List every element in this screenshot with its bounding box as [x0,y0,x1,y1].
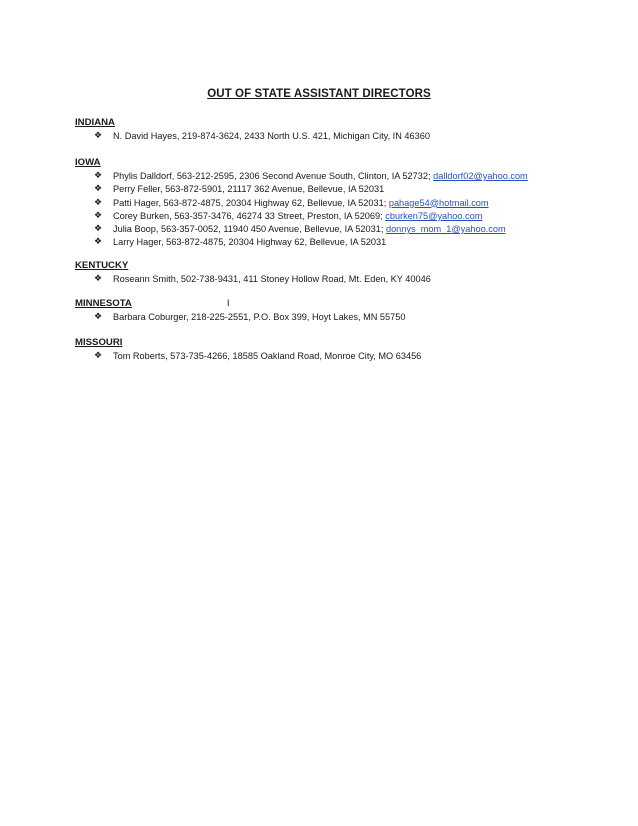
diamond-bullet-icon: ❖ [94,312,103,322]
email-link[interactable]: cburken75@yahoo.com [385,210,483,221]
entry-list-missouri [75,350,595,363]
entry-text: Barbara Coburger, 218-225-2551, P.O. Box 399, Hoyt Lakes, MN 55750 [113,312,406,322]
diamond-bullet-icon: ❖ [94,171,103,181]
diamond-bullet-icon: ❖ [94,237,103,248]
list-item [75,350,595,363]
entry-text: Larry Hager, 563-872-4875, 20304 Highway 62, Bellevue, IA 52031 [113,237,387,248]
entry-text: Corey Burken, 563-357-3476, 46274 33 Street, Preston, IA 52069; [113,210,386,221]
state-heading-minnesota [75,298,595,311]
state-heading-iowa: IOWA [75,157,101,168]
entry-list-indiana [75,130,595,143]
diamond-bullet-icon: ❖ [94,224,103,235]
entry-text: Perry Feller, 563-872-5901, 21117 362 Avenue, Bellevue, IA 52031 [113,184,385,195]
state-heading-indiana: INDIANA [75,117,115,128]
list-item [75,223,595,236]
list-item [75,311,595,324]
entry-list-kentucky [75,273,595,286]
diamond-bullet-icon: ❖ [94,197,103,208]
entry-text: Patti Hager, 563-872-4875, 20304 Highway 62, Bellevue, IA 52031; [113,197,389,208]
entry-text: N. David Hayes, 219-874-3624, 2433 North U.S. 421, Michigan City, IN 46360 [113,131,430,141]
diamond-bullet-icon: ❖ [94,351,103,361]
section-kentucky [75,260,595,286]
document-title: OUT OF STATE ASSISTANT DIRECTORS [207,88,431,100]
entry-text: Julia Boop, 563-357-0052, 11940 450 Avenue, Bellevue, IA 52031; [113,224,386,235]
diamond-bullet-icon: ❖ [94,274,103,284]
state-heading-minnesota-label: MINNESOTA [75,298,132,309]
list-item [75,170,595,183]
entry-text: Phylis Dalldorf, 563-212-2595, 2306 Second Avenue South, Clinton, IA 52732; [113,171,434,181]
entry-list-minnesota [75,311,595,324]
text-cursor-mark: I [226,298,230,309]
email-link[interactable]: dalldorf02@yahoo.com [433,171,528,181]
entry-text: Tom Roberts, 573-735-4266, 18585 Oakland Road, Monroe City, MO 63456 [113,351,422,361]
list-item [75,236,595,249]
diamond-bullet-icon: ❖ [94,131,103,141]
list-item [75,210,595,223]
state-heading-kentucky: KENTUCKY [75,260,129,271]
section-minnesota [75,298,595,324]
list-item [75,183,595,196]
section-iowa [75,157,595,250]
email-link[interactable]: pahage54@hotmail.com [388,197,489,208]
state-heading-missouri: MISSOURI [75,337,123,348]
entry-list-iowa [75,170,595,250]
section-missouri [75,337,595,363]
list-item [75,130,595,143]
email-link[interactable]: donnys_mom_1@yahoo.com [385,224,506,235]
diamond-bullet-icon: ❖ [94,184,103,195]
list-item [75,197,595,210]
entry-text: Roseann Smith, 502-738-9431, 411 Stoney Hollow Road, Mt. Eden, KY 40046 [113,274,431,284]
section-indiana [75,117,595,143]
list-item [75,273,595,286]
diamond-bullet-icon: ❖ [94,210,103,221]
